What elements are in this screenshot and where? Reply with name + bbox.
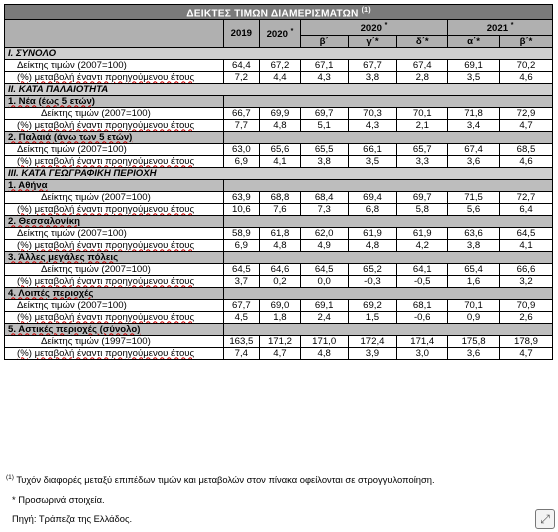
table-cell: 61,8 (260, 227, 301, 239)
row-label: Δείκτης τιμών (2007=100) (5, 59, 224, 71)
table-cell: 71,8 (448, 107, 500, 119)
table-cell: 2,8 (397, 71, 448, 83)
table-cell: 67,4 (448, 143, 500, 155)
table-cell: 4,8 (348, 239, 397, 251)
table-cell: 4,7 (499, 119, 552, 131)
table-cell: 1,8 (260, 311, 301, 323)
provisional-note: * Προσωρινά στοιχεία. (12, 494, 105, 505)
table-cell: 68,1 (397, 299, 448, 311)
table-cell: 3,5 (448, 71, 500, 83)
table-cell: 70,1 (448, 299, 500, 311)
table-cell: 7,7 (223, 119, 260, 131)
table-cell: 0,2 (260, 275, 301, 287)
table-cell: 4,1 (260, 155, 301, 167)
table-cell: 171,4 (397, 335, 448, 347)
table-cell: 171,0 (300, 335, 348, 347)
table-cell: 163,5 (223, 335, 260, 347)
subsection-title: 1. Νέα (έως 5 ετών) (5, 95, 224, 107)
row-label: Δείκτης τιμών (2007=100) (5, 107, 224, 119)
table-cell: 2,1 (397, 119, 448, 131)
header-blank (5, 20, 224, 47)
table-row (5, 71, 553, 83)
table-cell: 7,4 (223, 347, 260, 359)
subsection-title: 2. Θεσσαλονίκη (5, 215, 224, 227)
table-cell: 3,8 (300, 155, 348, 167)
table-cell: 62,0 (300, 227, 348, 239)
table-row (5, 107, 553, 119)
table-row (5, 263, 553, 275)
row-label: (%) μεταβολή έναντι προηγούμενου έτους (5, 311, 224, 323)
table-cell: 2,6 (499, 311, 552, 323)
header-group-2021: 2021 * (448, 20, 553, 35)
table-cell: 4,3 (348, 119, 397, 131)
table-row (5, 155, 553, 167)
table-title: ΔΕΙΚΤΕΣ ΤΙΜΩΝ ΔΙΑΜΕΡΙΣΜΑΤΩΝ $^{(1)}$ (5, 5, 553, 20)
header-q2-2020: β΄ (300, 35, 348, 47)
table-cell: 72,7 (499, 191, 552, 203)
table-cell: 3,6 (448, 155, 500, 167)
table-cell: 67,7 (348, 59, 397, 71)
table-cell: 3,4 (448, 119, 500, 131)
subsection-urban (5, 323, 553, 335)
table-cell: 69,2 (348, 299, 397, 311)
table-cell: 70,2 (499, 59, 552, 71)
table-cell: 5,8 (397, 203, 448, 215)
expand-icon[interactable]: ⤢ (535, 509, 555, 529)
table-cell: 3,0 (397, 347, 448, 359)
table-cell: 69,1 (448, 59, 500, 71)
table-cell: 71,5 (448, 191, 500, 203)
table-row (5, 203, 553, 215)
subsection-title: 2. Παλαιά (άνω των 5 ετών) (5, 131, 224, 143)
subsection-title: 4. Λοιπές περιοχές (5, 287, 224, 299)
table-cell: 64,4 (223, 59, 260, 71)
section-title: II. ΚΑΤΑ ΠΑΛΑΙΟΤΗΤΑ (5, 83, 553, 95)
table-cell: 3,6 (448, 347, 500, 359)
table-cell: 3,2 (499, 275, 552, 287)
header-q4-2020: δ΄* (397, 35, 448, 47)
table-cell: 172,4 (348, 335, 397, 347)
table-cell: 7,2 (223, 71, 260, 83)
header-q1-2021: α΄* (448, 35, 500, 47)
subsection-new (5, 95, 553, 107)
row-label: Δείκτης τιμών (1997=100) (5, 335, 224, 347)
table-cell: 70,1 (397, 107, 448, 119)
table-cell: 61,9 (348, 227, 397, 239)
table-cell: 64,5 (223, 263, 260, 275)
subsection-rest (5, 287, 553, 299)
subsection-old (5, 131, 553, 143)
table-cell: 3,5 (348, 155, 397, 167)
table-cell: 64,5 (300, 263, 348, 275)
table-cell: 4,1 (499, 239, 552, 251)
row-label: (%) μεταβολή έναντι προηγούμενου έτους (5, 119, 224, 131)
source-note: Πηγή: Τράπεζα της Ελλάδος. (12, 513, 133, 524)
table-cell: 66,6 (499, 263, 552, 275)
header-row-years (5, 20, 553, 35)
header-group-2020: 2020 * (300, 20, 447, 35)
section-title: I. ΣΥΝΟΛΟ (5, 47, 553, 59)
table-row (5, 275, 553, 287)
table-cell: 6,9 (223, 239, 260, 251)
table-cell: 65,5 (300, 143, 348, 155)
row-label: Δείκτης τιμών (2007=100) (5, 143, 224, 155)
table-cell: 5,6 (448, 203, 500, 215)
row-label: Δείκτης τιμών (2007=100) (5, 191, 224, 203)
table-row (5, 227, 553, 239)
table-cell: 72,9 (499, 107, 552, 119)
subsection-fill (223, 179, 552, 191)
table-cell: 4,6 (499, 155, 552, 167)
table-cell: 64,6 (260, 263, 301, 275)
table-row (5, 239, 553, 251)
table-cell: 1,5 (348, 311, 397, 323)
row-label: (%) μεταβολή έναντι προηγούμενου έτους (5, 239, 224, 251)
table-cell: 67,1 (300, 59, 348, 71)
table-cell: 69,4 (348, 191, 397, 203)
table-cell: 65,2 (348, 263, 397, 275)
table-row (5, 119, 553, 131)
table-row (5, 59, 553, 71)
table-cell: 4,8 (260, 119, 301, 131)
table-cell: 175,8 (448, 335, 500, 347)
subsection-other-cities (5, 251, 553, 263)
row-label: (%) μεταβολή έναντι προηγούμενου έτους (5, 71, 224, 83)
table-cell: 69,7 (300, 107, 348, 119)
table-cell: 4,5 (223, 311, 260, 323)
row-label: Δείκτης τιμών (2007=100) (5, 227, 224, 239)
row-label: (%) μεταβολή έναντι προηγούμενου έτους (5, 203, 224, 215)
row-label: (%) μεταβολή έναντι προηγούμενου έτους (5, 155, 224, 167)
table-cell: 65,7 (397, 143, 448, 155)
table-cell: 4,8 (260, 239, 301, 251)
table-cell: 3,8 (448, 239, 500, 251)
table-cell: -0,3 (348, 275, 397, 287)
table-cell: 69,1 (300, 299, 348, 311)
table-cell: 67,7 (223, 299, 260, 311)
table-cell: 4,8 (300, 347, 348, 359)
table-cell: 66,7 (223, 107, 260, 119)
table-row (5, 335, 553, 347)
table-cell: 61,9 (397, 227, 448, 239)
table-cell: 0,9 (448, 311, 500, 323)
table-cell: 7,3 (300, 203, 348, 215)
table-cell: 5,1 (300, 119, 348, 131)
subsection-fill (223, 131, 552, 143)
table-cell: -0,5 (397, 275, 448, 287)
row-label: Δείκτης τιμών (2007=100) (5, 263, 224, 275)
section-total (5, 47, 553, 59)
table-cell: 6,8 (348, 203, 397, 215)
row-label: Δείκτης τιμών (2007=100) (5, 299, 224, 311)
table-cell: 4,6 (499, 71, 552, 83)
table-row (5, 191, 553, 203)
table-cell: 4,2 (397, 239, 448, 251)
table-cell: 69,0 (260, 299, 301, 311)
table-cell: 70,3 (348, 107, 397, 119)
row-label: (%) μεταβολή έναντι προηγούμενου έτους (5, 347, 224, 359)
table-cell: 65,6 (260, 143, 301, 155)
subsection-fill (223, 95, 552, 107)
table-cell: 67,4 (397, 59, 448, 71)
table-cell: 63,9 (223, 191, 260, 203)
table-cell: 6,9 (223, 155, 260, 167)
table-cell: 64,5 (499, 227, 552, 239)
table-cell: 65,4 (448, 263, 500, 275)
table-cell: 178,9 (499, 335, 552, 347)
table-cell: 4,7 (499, 347, 552, 359)
subsection-title: 5. Αστικές περιοχές (σύνολο) (5, 323, 224, 335)
table-cell: 3,9 (348, 347, 397, 359)
subsection-athens (5, 179, 553, 191)
table-cell: 3,3 (397, 155, 448, 167)
table-cell: 70,9 (499, 299, 552, 311)
header-q3-2020: γ΄* (348, 35, 397, 47)
subsection-title: 1. Αθήνα (5, 179, 224, 191)
table-cell: 1,6 (448, 275, 500, 287)
table-cell: 4,4 (260, 71, 301, 83)
table-cell: 68,4 (300, 191, 348, 203)
table-row (5, 143, 553, 155)
table-cell: 7,6 (260, 203, 301, 215)
table-cell: 3,8 (348, 71, 397, 83)
table-title-row (5, 5, 553, 20)
table-cell: 6,4 (499, 203, 552, 215)
subsection-fill (223, 323, 552, 335)
apartment-price-index-table (4, 4, 553, 360)
table-row (5, 347, 553, 359)
subsection-fill (223, 215, 552, 227)
table-cell: 68,5 (499, 143, 552, 155)
table-cell: 66,1 (348, 143, 397, 155)
table-cell: 2,4 (300, 311, 348, 323)
table-cell: 4,3 (300, 71, 348, 83)
subsection-thessaloniki (5, 215, 553, 227)
table-cell: 69,7 (397, 191, 448, 203)
table-cell: 3,7 (223, 275, 260, 287)
footnote: $^{(1)}$ Τυχόν διαφορές μεταξύ επιπέδων τιμών και μεταβολών στον πίνακα οφείλονται σε στρογγυλοποίηση. (6, 474, 435, 486)
header-q2-2021: β΄* (499, 35, 552, 47)
table-cell: 67,2 (260, 59, 301, 71)
table-row (5, 311, 553, 323)
table-cell: 10,6 (223, 203, 260, 215)
table-cell: 4,7 (260, 347, 301, 359)
section-title: III. ΚΑΤΑ ΓΕΩΓΡΑΦΙΚΗ ΠΕΡΙΟΧΗ (5, 167, 553, 179)
subsection-title: 3. Άλλες μεγάλες πόλεις (5, 251, 224, 263)
table-cell: 171,2 (260, 335, 301, 347)
section-geo (5, 167, 553, 179)
table-cell: 0,0 (300, 275, 348, 287)
header-2020: 2020 * (260, 20, 301, 47)
subsection-fill (223, 287, 552, 299)
table-cell: 68,8 (260, 191, 301, 203)
table-cell: 58,9 (223, 227, 260, 239)
table-row (5, 299, 553, 311)
table-cell: 4,9 (300, 239, 348, 251)
table-cell: 63,0 (223, 143, 260, 155)
header-2019: 2019 (223, 20, 260, 47)
table-cell: 63,6 (448, 227, 500, 239)
table-cell: -0,6 (397, 311, 448, 323)
section-age (5, 83, 553, 95)
subsection-fill (223, 251, 552, 263)
table-cell: 69,9 (260, 107, 301, 119)
row-label: (%) μεταβολή έναντι προηγούμενου έτους (5, 275, 224, 287)
table-cell: 64,1 (397, 263, 448, 275)
